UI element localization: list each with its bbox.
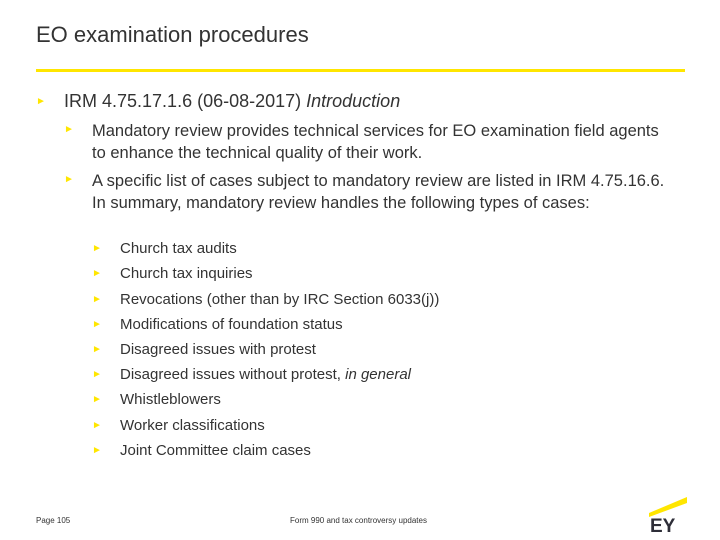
bullet-arrow-icon: ► — [92, 294, 102, 305]
case-item-3: Revocations (other than by IRC Section 6033(j)) — [120, 291, 440, 308]
bullet-arrow-icon: ► — [64, 174, 74, 185]
bullet-arrow-icon: ► — [92, 445, 102, 456]
page-number: Page 105 — [36, 516, 71, 525]
bullet-arrow-icon: ► — [92, 420, 102, 431]
bullet-arrow-icon: ► — [92, 243, 102, 254]
logo-beam — [649, 497, 687, 517]
logo-text: EY — [650, 516, 676, 533]
bullet-arrow-icon: ► — [92, 268, 102, 279]
case-item-6 — [120, 365, 411, 385]
bullet-arrow-icon: ► — [64, 124, 74, 135]
ey-logo — [649, 497, 687, 533]
case-item-9: Joint Committee claim cases — [120, 442, 311, 459]
case-item-2: Church tax inquiries — [120, 265, 253, 282]
level2-bullet-1: Mandatory review provides technical services for EO examination field agents to enhance the technical quality of their work. — [92, 122, 659, 162]
case-item-6-text: Disagreed issues without protest, — [120, 366, 346, 383]
slide-title: EO examination procedures — [36, 22, 309, 47]
level1-bullet-text: IRM 4.75.17.1.6 (06-08-2017) — [64, 91, 307, 111]
level2-bullet-2: A specific list of cases subject to mandatory review are listed in IRM 4.75.16.6. In summary, mandatory review handles the following types of cases: — [92, 172, 665, 212]
case-item-8: Worker classifications — [120, 417, 265, 434]
bullet-arrow-icon: ► — [92, 344, 102, 355]
bullet-arrow-icon: ► — [92, 394, 102, 405]
bullet-arrow-icon: ► — [36, 96, 46, 107]
level1-bullet — [64, 91, 400, 112]
title-rule — [36, 69, 685, 72]
case-item-5: Disagreed issues with protest — [120, 341, 316, 358]
case-item-6-italic: in general — [345, 366, 412, 383]
case-item-7: Whistleblowers — [120, 391, 221, 408]
case-item-4: Modifications of foundation status — [120, 316, 343, 333]
case-item-1: Church tax audits — [120, 240, 237, 257]
level1-bullet-italic: Introduction — [306, 91, 401, 111]
footer-title: Form 990 and tax controversy updates — [290, 516, 427, 525]
bullet-arrow-icon: ► — [92, 319, 102, 330]
bullet-arrow-icon: ► — [92, 369, 102, 380]
